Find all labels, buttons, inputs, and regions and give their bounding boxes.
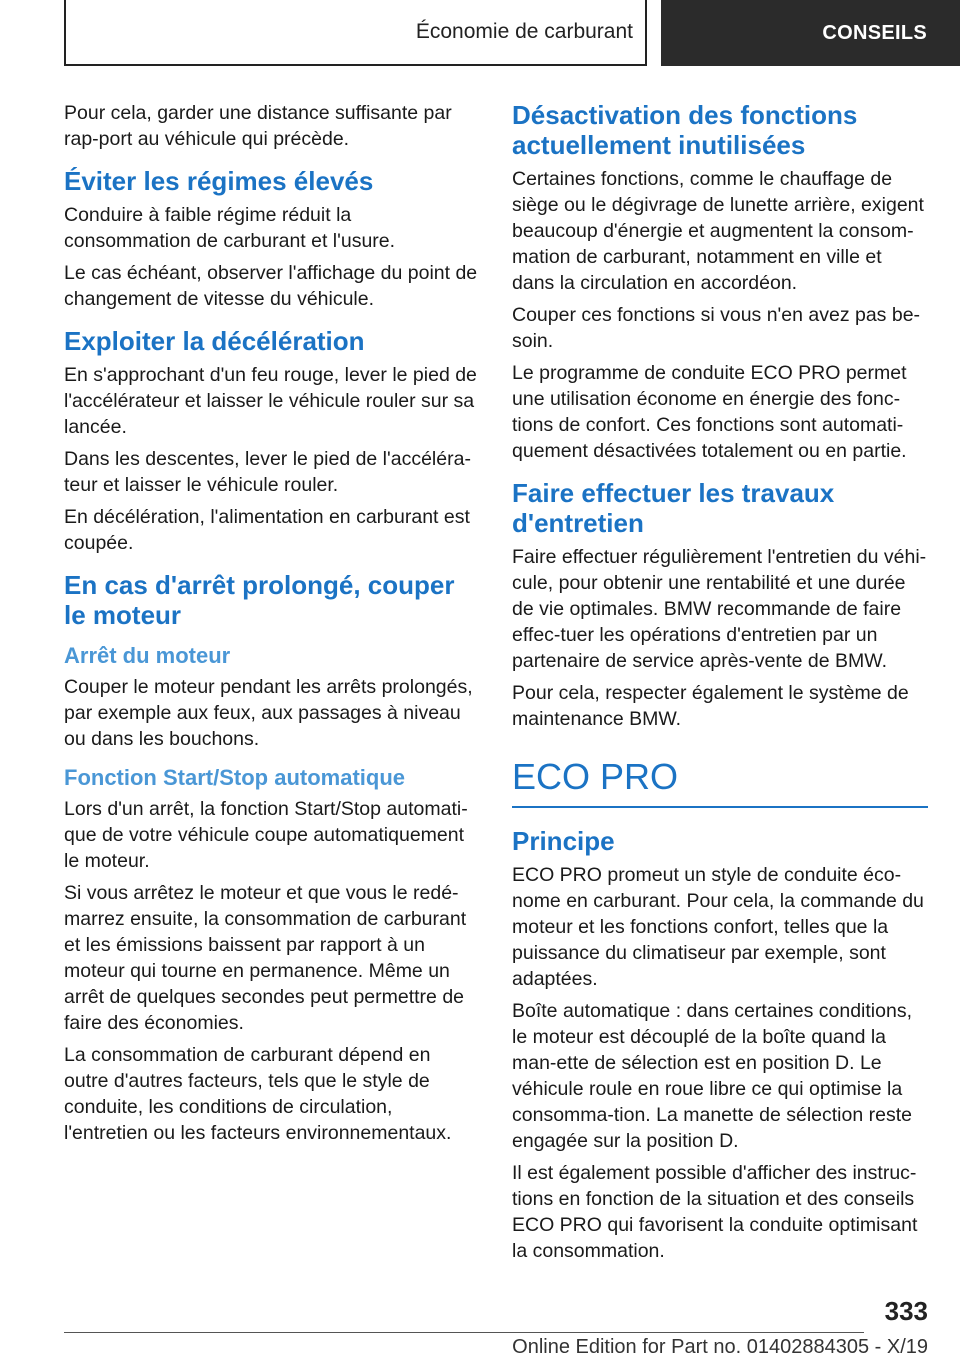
paragraph: Dans les descentes, lever le pied de l'accéléra‐teur et laisser le véhicule rouler. <box>64 448 471 496</box>
heading-deceleration: Exploiter la décélération <box>64 326 365 356</box>
subheading-start-stop: Fonction Start/Stop automatique <box>64 765 405 790</box>
heading-principe: Principe <box>512 826 615 856</box>
footer-edition: Online Edition for Part no. 01402884305 - X/19 <box>512 1336 928 1358</box>
heading-regimes: Éviter les régimes élevés <box>64 166 374 196</box>
paragraph: Le programme de conduite ECO PRO permet une utilisation économe en énergie des fonc‐tions de confort. Ces fonctions sont automati‐quement désactivées totalement ou en partie. <box>512 362 907 462</box>
heading-entretien: Faire effectuer les travaux d'entretien <box>512 478 835 538</box>
paragraph: La consommation de carburant dépend en outre d'autres facteurs, tels que le style de conduite, les conditions de circulation, l'entretien ou les facteurs environnementaux. <box>64 1044 452 1144</box>
paragraph: Lors d'un arrêt, la fonction Start/Stop automati‐que de votre véhicule coupe automatiquement le moteur. <box>64 798 468 872</box>
left-column <box>64 100 480 1152</box>
paragraph: En décélération, l'alimentation en carburant est coupée. <box>64 506 470 554</box>
paragraph: Faire effectuer régulièrement l'entretien du véhi‐cule, pour obtenir une rentabilité et une durée de vie optimales. BMW recommande de faire effec‐tuer les opérations d'entretien par un partenaire de service après-vente de BMW. <box>512 546 927 672</box>
paragraph: Boîte automatique : dans certaines conditions, le moteur est découplé de la boîte quand la man‐ette de sélection est en position D. Le véhicule roule en roue libre ce qui optimise la consomma‐tion. La manette de sélection reste engagée sur la position D. <box>512 1000 912 1152</box>
paragraph: Couper ces fonctions si vous n'en avez pas be‐soin. <box>512 304 921 352</box>
paragraph: Si vous arrêtez le moteur et que vous le redé‐marrez ensuite, la consommation de carburant et les émissions baissent par rapport à un moteur qui tourne en permanence. Même un arrêt de quelques secondes peut permettre de faire des économies. <box>64 882 467 1034</box>
paragraph: Certaines fonctions, comme le chauffage de siège ou le dégivrage de lunette arrière, exigent beaucoup d'énergie et augmentent la consom‐mation de carburant, notamment en ville et dans la circulation en accordéon. <box>512 168 924 294</box>
right-column <box>512 100 928 1270</box>
page-number: 333 <box>884 1296 928 1326</box>
paragraph: En s'approchant d'un feu rouge, lever le pied de l'accélérateur et laisser le véhicule rouler sur sa lancée. <box>64 364 477 438</box>
paragraph: Couper le moteur pendant les arrêts prolongés, par exemple aux feux, aux passages à niveau ou dans les bouchons. <box>64 676 473 750</box>
intro-paragraph: Pour cela, garder une distance suffisante par rap‐port au véhicule qui précède. <box>64 102 452 150</box>
paragraph: Il est également possible d'afficher des instruc‐tions en fonction de la situation et des conseils ECO PRO qui favorisent la conduite optimisant la consommation. <box>512 1162 918 1262</box>
chapter-tab: CONSEILS <box>661 0 960 66</box>
heading-eco-pro: ECO PRO <box>512 754 928 808</box>
heading-arret-prolonge: En cas d'arrêt prolongé, couper le moteur <box>64 570 455 630</box>
paragraph: ECO PRO promeut un style de conduite éco‐nome en carburant. Pour cela, la commande du moteur et les fonctions confort, telles que la puissance du climatiseur par exemple, sont adaptées. <box>512 864 924 990</box>
subheading-arret-moteur: Arrêt du moteur <box>64 643 231 668</box>
page-header <box>64 0 960 66</box>
paragraph: Le cas échéant, observer l'affichage du point de changement de vitesse du véhicule. <box>64 262 478 310</box>
paragraph: Pour cela, respecter également le système de maintenance BMW. <box>512 682 909 730</box>
heading-desactivation: Désactivation des fonctions actuellement inutilisées <box>512 100 858 160</box>
section-title: Économie de carburant <box>64 0 647 66</box>
footer-divider <box>64 1332 864 1333</box>
paragraph: Conduire à faible régime réduit la consommation de carburant et l'usure. <box>64 204 396 252</box>
